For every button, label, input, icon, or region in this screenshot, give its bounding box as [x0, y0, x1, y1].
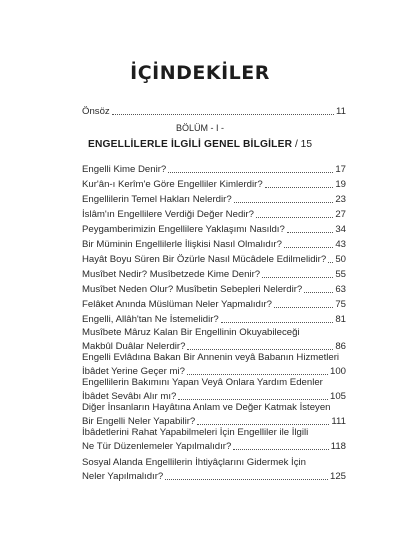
- toc-page-number: 105: [329, 391, 346, 402]
- toc-entry-label: Felâket Anında Müslüman Neler Yapmalıdır?: [82, 299, 273, 310]
- toc-page-number: 100: [329, 366, 346, 377]
- toc-entry-label: İslâm'ın Engellilere Verdiği Değer Nedir?: [82, 209, 254, 220]
- toc-line: [82, 162, 346, 176]
- toc-entry-label-line: Musîbete Mâruz Kalan Bir Engellinin Okuyabileceği: [82, 327, 300, 338]
- dot-leader: [197, 424, 329, 425]
- toc-entry-label: İbâdet Yerine Geçer mi?: [82, 366, 185, 377]
- dot-leader: [328, 262, 333, 263]
- toc-entry[interactable]: [82, 457, 346, 483]
- toc-page-number: 125: [329, 471, 346, 482]
- toc-page-number: 86: [335, 341, 346, 352]
- toc-page-number: 111: [331, 416, 346, 427]
- toc-line: [82, 177, 346, 191]
- dot-leader: [233, 449, 328, 450]
- toc-entry[interactable]: [82, 312, 346, 326]
- toc-entry-preface[interactable]: [82, 104, 346, 118]
- toc-entry-label-line: İbâdetlerini Rahat Yapabilmeleri İçin Engelliler ile İlgili: [82, 427, 309, 438]
- toc-line: [82, 312, 346, 326]
- toc-entry-label: Bir Engelli Neler Yapabilir?: [82, 416, 196, 427]
- toc-entry-label: Bir Müminin Engellilerle İlişkisi Nasıl Olmalıdır?: [82, 239, 282, 250]
- toc-entry-label-line: Engellilerin Bakımını Yapan Veyâ Onlara Yardım Edenler: [82, 377, 323, 388]
- toc-entry[interactable]: [82, 282, 346, 296]
- toc-entry[interactable]: [82, 327, 346, 353]
- toc-entry-label: Musîbet Nedir? Musîbetzede Kime Denir?: [82, 269, 261, 280]
- section-page: / 15: [295, 139, 312, 150]
- toc-line: [82, 252, 346, 266]
- toc-page-number: 17: [335, 164, 346, 175]
- toc-line: [82, 222, 346, 236]
- dot-leader: [178, 399, 328, 400]
- toc-entry[interactable]: [82, 222, 346, 236]
- toc-entry[interactable]: [82, 297, 346, 311]
- toc-entry[interactable]: [82, 402, 346, 428]
- toc-entry-label: Neler Yapılmalıdır?: [82, 471, 164, 482]
- toc-entry-label: Musîbet Neden Olur? Musîbetin Sebepleri Nelerdir?: [82, 284, 303, 295]
- dot-leader: [165, 479, 328, 480]
- toc-page-number: 55: [335, 269, 346, 280]
- toc-line: [82, 339, 346, 353]
- toc-entry-label-line: Engelli Evlâdına Bakan Bir Annenin veyâ Babanın Hizmetleri: [82, 352, 340, 363]
- dot-leader: [187, 349, 333, 350]
- toc-page-number: 43: [335, 239, 346, 250]
- toc-entry-label: Engellilerin Temel Hakları Nelerdir?: [82, 194, 232, 205]
- toc-entry[interactable]: [82, 162, 346, 176]
- dot-leader: [168, 172, 333, 173]
- toc-entry[interactable]: [82, 252, 346, 266]
- page-title: İÇİNDEKİLER: [130, 62, 270, 84]
- toc-entry-label: İbâdet Sevâbı Alır mı?: [82, 391, 177, 402]
- toc-entry-label: Önsöz: [82, 106, 110, 117]
- toc-entry-label: Engelli, Allâh'tan Ne İstemelidir?: [82, 314, 219, 325]
- toc-line: [82, 192, 346, 206]
- toc-entry[interactable]: [82, 427, 346, 453]
- toc-page-number: 19: [335, 179, 346, 190]
- toc-entry[interactable]: [82, 177, 346, 191]
- toc-page-number: 75: [335, 299, 346, 310]
- toc-line: [82, 389, 346, 403]
- dot-leader: [265, 187, 334, 188]
- toc-line: [82, 469, 346, 483]
- toc-entry-label: Makbûl Duâlar Nelerdir?: [82, 341, 186, 352]
- dot-leader: [256, 217, 333, 218]
- toc-line: [82, 364, 346, 378]
- toc-entry-label-line: Sosyal Alanda Engellilerin İhtiyâçlarını Gidermek İçin: [82, 457, 306, 468]
- toc-entry[interactable]: [82, 352, 346, 378]
- toc-entry-label: Kur'ân-ı Kerîm'e Göre Engelliler Kimlerdir?: [82, 179, 263, 190]
- toc-page-number: 27: [335, 209, 346, 220]
- dot-leader: [262, 277, 333, 278]
- toc-entry-label: Ne Tür Düzenlemeler Yapılmalıdır?: [82, 441, 232, 452]
- dot-leader: [234, 202, 334, 203]
- section-title: [0, 139, 400, 150]
- dot-leader: [187, 374, 328, 375]
- section-label: BÖLÜM - I -: [175, 123, 224, 133]
- toc-entry[interactable]: [82, 377, 346, 403]
- toc-line: [82, 282, 346, 296]
- toc-page-number: 23: [335, 194, 346, 205]
- toc-page-number: 34: [335, 224, 346, 235]
- toc-page-number: 81: [335, 314, 346, 325]
- toc-line: [82, 267, 346, 281]
- toc-page-number: 118: [330, 441, 346, 452]
- dot-leader: [284, 247, 333, 248]
- dot-leader: [221, 322, 334, 323]
- toc-entry-label: Hayât Boyu Süren Bir Özürle Nasıl Mücâdele Edilmelidir?: [82, 254, 327, 265]
- toc-line: [82, 297, 346, 311]
- toc-entry-label-line: Diğer İnsanların Hayâtına Anlam ve Değer Katmak İsteyen: [82, 402, 331, 413]
- toc-entry[interactable]: [82, 207, 346, 221]
- toc-line: [82, 207, 346, 221]
- toc-page-number: 11: [336, 106, 346, 117]
- toc-entry[interactable]: [82, 267, 346, 281]
- toc-entry-label: Engelli Kime Denir?: [82, 164, 167, 175]
- toc-page-number: 63: [335, 284, 346, 295]
- section-heading: ENGELLİLERLE İLGİLİ GENEL BİLGİLER: [88, 139, 293, 150]
- toc-entry-label: Peygamberimizin Engellilere Yaklaşımı Nasıldı?: [82, 224, 285, 235]
- toc-entry[interactable]: [82, 192, 346, 206]
- dot-leader: [112, 114, 334, 115]
- toc-entry[interactable]: [82, 237, 346, 251]
- dot-leader: [287, 232, 334, 233]
- toc-line: [82, 104, 346, 118]
- toc-line: [82, 237, 346, 251]
- toc-page-number: 50: [335, 254, 346, 265]
- toc-line: [82, 414, 346, 428]
- dot-leader: [274, 307, 333, 308]
- toc-line: [82, 439, 346, 453]
- dot-leader: [304, 292, 333, 293]
